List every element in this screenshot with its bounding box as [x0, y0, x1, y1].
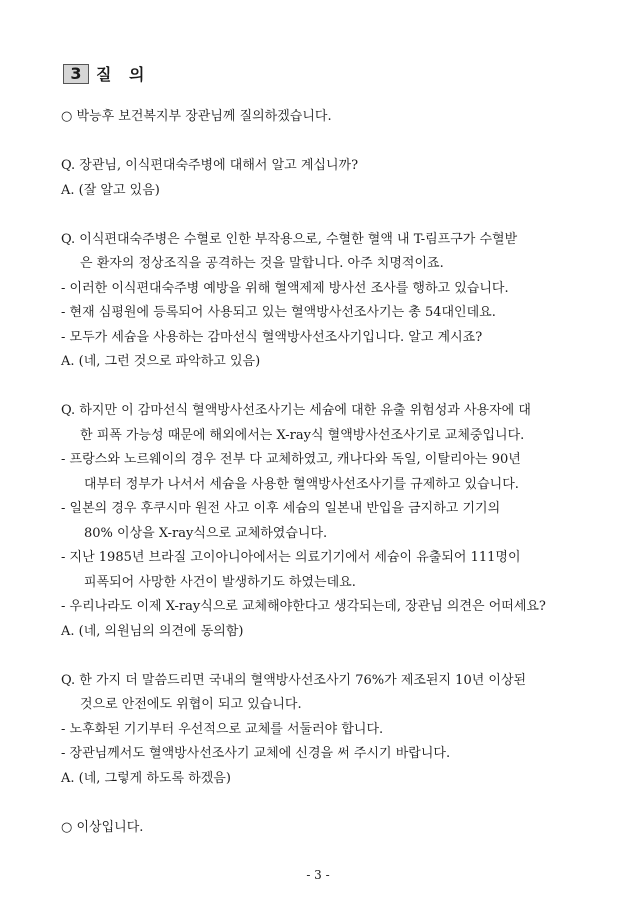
question-3-point-1: - 프랑스와 노르웨이의 경우 전부 다 교체하였고, 캐나다와 독일, 이탈리아는 90년 — [61, 452, 521, 467]
page-number: - 3 - — [306, 868, 330, 882]
answer-4: A. (네, 그렇게 하도록 하겠음) — [61, 770, 231, 786]
question-3: Q. 하지만 이 감마선식 혈액방사선조사기는 세슘에 대한 유출 위험성과 사용자에 대 — [61, 403, 531, 418]
section-heading — [63, 62, 150, 85]
answer-3: A. (네, 의원님의 의견에 동의함) — [61, 623, 244, 639]
section-number-box: 3 — [63, 64, 89, 84]
question-4: Q. 한 가지 더 말씀드리면 국내의 혈액방사선조사기 76%가 제조된지 10년 이상된 — [61, 672, 527, 688]
question-4-point-1: - 노후화된 기기부터 우선적으로 교체를 서둘러야 합니다. — [61, 721, 384, 737]
question-2-cont: 은 환자의 정상조직을 공격하는 것을 말합니다. 아주 치명적이죠. — [80, 256, 444, 271]
intro-line: ○ 박능후 보건복지부 장관님께 질의하겠습니다. — [61, 109, 332, 124]
question-3-point-4: - 우리나라도 이제 X-ray식으로 교체해야한다고 생각되는데, 장관님 의견은 어떠세요? — [61, 599, 546, 614]
question-2-point-1: - 이러한 이식편대숙주병 예방을 위해 혈액제제 방사선 조사를 행하고 있습니다. — [61, 280, 509, 296]
question-2-point-3: - 모두가 세슘을 사용하는 감마선식 혈액방사선조사기입니다. 알고 계시죠? — [61, 329, 483, 345]
question-3-cont: 한 피폭 가능성 때문에 해외에서는 X-ray식 혈액방사선조사기로 교체중입니다. — [80, 427, 525, 443]
question-3-point-3-cont: 피폭되어 사망한 사건이 발생하기도 하였는데요. — [84, 574, 356, 590]
section-title: 질 의 — [96, 65, 151, 84]
question-3-point-2-cont: 80% 이상을 X-ray식으로 교체하였습니다. — [84, 525, 328, 541]
question-2-point-2: - 현재 심평원에 등록되어 사용되고 있는 혈액방사선조사기는 총 54대인데요. — [61, 305, 496, 320]
question-3-point-1-cont: 대부터 정부가 나서서 세슘을 사용한 혈액방사선조사기를 규제하고 있습니다. — [84, 476, 519, 492]
question-4-point-2: - 장관님께서도 혈액방사선조사기 교체에 신경을 써 주시기 바랍니다. — [61, 746, 451, 761]
question-4-cont: 것으로 안전에도 위협이 되고 있습니다. — [80, 697, 302, 712]
question-3-point-2: - 일본의 경우 후쿠시마 원전 사고 이후 세슘의 일본내 반입을 금지하고 기기의 — [61, 501, 501, 516]
answer-1: A. (잘 알고 있음) — [61, 182, 160, 198]
question-3-point-3: - 지난 1985년 브라질 고이아니아에서는 의료기기에서 세슘이 유출되어 111명이 — [61, 550, 521, 565]
question-1: Q. 장관님, 이식편대숙주병에 대해서 알고 계십니까? — [61, 158, 359, 173]
question-2: Q. 이식편대숙주병은 수혈로 인한 부작용으로, 수혈한 혈액 내 T-림프구가 수혈받 — [61, 231, 518, 247]
answer-2: A. (네, 그런 것으로 파악하고 있음) — [61, 354, 261, 369]
document-body — [61, 105, 591, 840]
closing-line: ○ 이상입니다. — [61, 819, 144, 835]
